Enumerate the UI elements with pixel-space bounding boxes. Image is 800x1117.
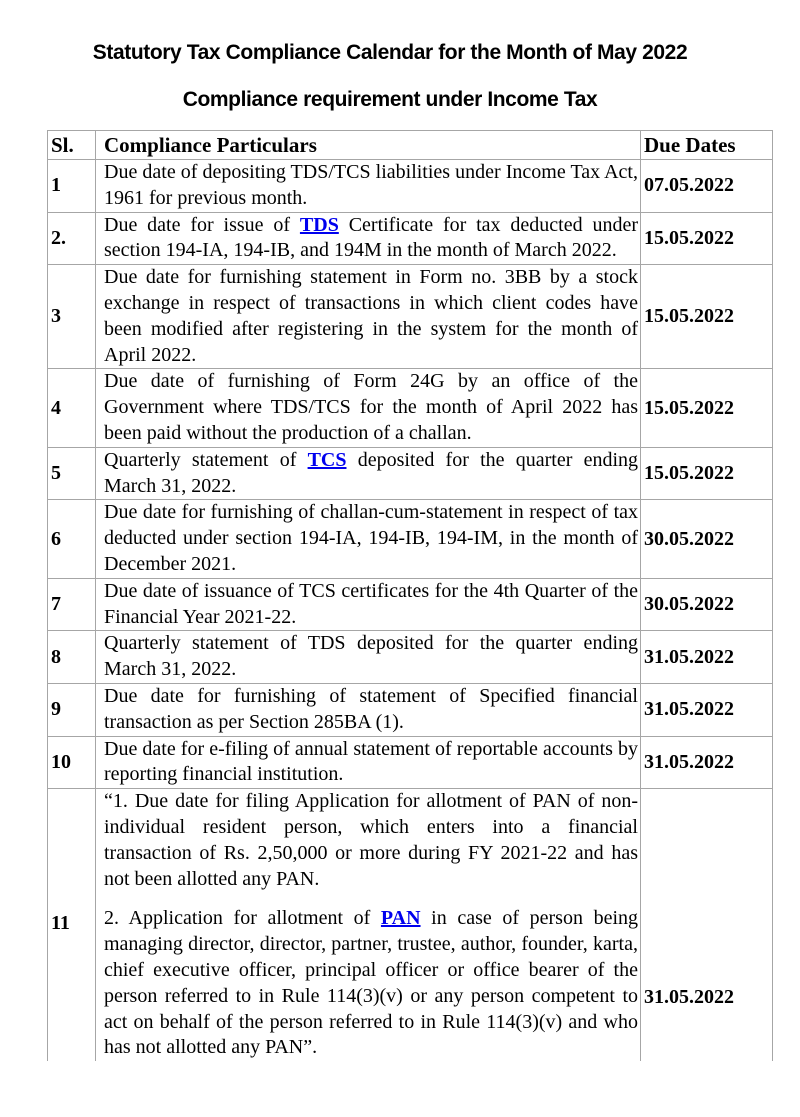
header-sl: Sl.: [48, 131, 96, 160]
row-particulars: [96, 369, 641, 447]
row-sl-number: 2.: [48, 212, 96, 265]
document-page: [0, 40, 800, 1117]
row-sl-number: 11: [48, 789, 96, 1061]
header-compliance-particulars: Compliance Particulars: [96, 131, 641, 160]
particulars-paragraph: Due date of depositing TDS/TCS liabilities under Income Tax Act, 1961 for previous month.: [104, 161, 638, 209]
row-particulars: [96, 265, 641, 369]
page-title: Statutory Tax Compliance Calendar for the Month of May 2022: [92, 41, 688, 64]
tds-link[interactable]: TDS: [299, 213, 339, 236]
table-row: [48, 265, 773, 369]
row-sl-number: 5: [48, 447, 96, 500]
row-due-date: 07.05.2022: [641, 160, 773, 213]
particulars-paragraph: Due date of furnishing of Form 24G by an office of the Government where TDS/TCS for the month of April 2022 has been paid without the production of a challan.: [104, 370, 638, 444]
row-particulars: [96, 578, 641, 631]
particulars-paragraph: Due date for e-filing of annual statement of reportable accounts by reporting financial institution.: [104, 737, 638, 786]
table-row: [48, 369, 773, 447]
row-particulars: [96, 500, 641, 578]
row-due-date: 31.05.2022: [641, 631, 773, 684]
row-sl-number: 9: [48, 683, 96, 736]
row-sl-number: 7: [48, 578, 96, 631]
table-row: [48, 212, 773, 265]
row-sl-number: 1: [48, 160, 96, 213]
row-due-date: 30.05.2022: [641, 578, 773, 631]
row-sl-number: 4: [48, 369, 96, 447]
particulars-paragraph: Quarterly statement of TDS deposited for the quarter ending March 31, 2022.: [104, 632, 638, 681]
table-row: [48, 789, 773, 1061]
pan-link[interactable]: PAN: [380, 907, 421, 930]
row-due-date: 30.05.2022: [641, 500, 773, 578]
row-particulars: [96, 736, 641, 789]
row-sl-number: 8: [48, 631, 96, 684]
particulars-paragraph: Due date for furnishing of statement of Specified financial transaction as per Section 285BA (1).: [104, 684, 638, 733]
row-due-date: 15.05.2022: [641, 212, 773, 265]
particulars-paragraph: 2. Application for allotment of PAN in case of person being managing director, director, partner, trustee, author, founder, karta, chief executive officer, principal officer or office bearer of the person referred to in Rule 114(3)(v) or any person competent to act on behalf of the person referred to in Rule 114(3)(v) and who has not allotted any PAN”.: [104, 907, 639, 1059]
particulars-paragraph: Due date for furnishing of challan-cum-statement in respect of tax deducted under section 194-IA, 194-IB, 194-IM, in the month of December 2021.: [104, 501, 638, 575]
header-due-dates: Due Dates: [641, 131, 773, 160]
row-due-date: 15.05.2022: [641, 369, 773, 447]
row-particulars: [96, 447, 641, 500]
table-row: [48, 631, 773, 684]
row-sl-number: 3: [48, 265, 96, 369]
table-row: [48, 500, 773, 578]
table-row: [48, 736, 773, 789]
particulars-paragraph: Due date for issue of TDS Certificate for tax deducted under section 194-IA, 194-IB, and 194M in the month of March 2022.: [104, 213, 638, 262]
table-header-row: [48, 131, 773, 160]
row-particulars: [96, 160, 641, 213]
particulars-paragraph: Due date of issuance of TCS certificates for the 4th Quarter of the Financial Year 2021-22.: [104, 579, 638, 628]
row-due-date: 15.05.2022: [641, 447, 773, 500]
row-due-date: 31.05.2022: [641, 736, 773, 789]
table-body: [48, 160, 773, 1062]
table-row: [48, 447, 773, 500]
row-sl-number: 6: [48, 500, 96, 578]
page-subtitle: Compliance requirement under Income Tax: [182, 88, 598, 111]
particulars-paragraph: Due date for furnishing statement in Form no. 3BB by a stock exchange in respect of transactions in which client codes have been modified after registering in the system for the month of April 2022.: [104, 266, 638, 366]
title-block: [47, 40, 733, 113]
tcs-link[interactable]: TCS: [307, 448, 347, 471]
row-particulars: [96, 631, 641, 684]
row-due-date: 31.05.2022: [641, 789, 773, 1061]
row-particulars: [96, 683, 641, 736]
compliance-table: [47, 130, 773, 1061]
table-row: [48, 683, 773, 736]
row-due-date: 31.05.2022: [641, 683, 773, 736]
table-row: [48, 578, 773, 631]
row-particulars: [96, 212, 641, 265]
particulars-paragraph: Quarterly statement of TCS deposited for the quarter ending March 31, 2022.: [104, 448, 639, 497]
particulars-paragraph: “1. Due date for filing Application for allotment of PAN of non-individual resident person, which enters into a financial transaction of Rs. 2,50,000 or more during FY 2021-22 and has not been allotted any PAN.: [104, 790, 638, 890]
row-due-date: 15.05.2022: [641, 265, 773, 369]
row-particulars: [96, 789, 641, 1061]
row-sl-number: 10: [48, 736, 96, 789]
table-row: [48, 160, 773, 213]
